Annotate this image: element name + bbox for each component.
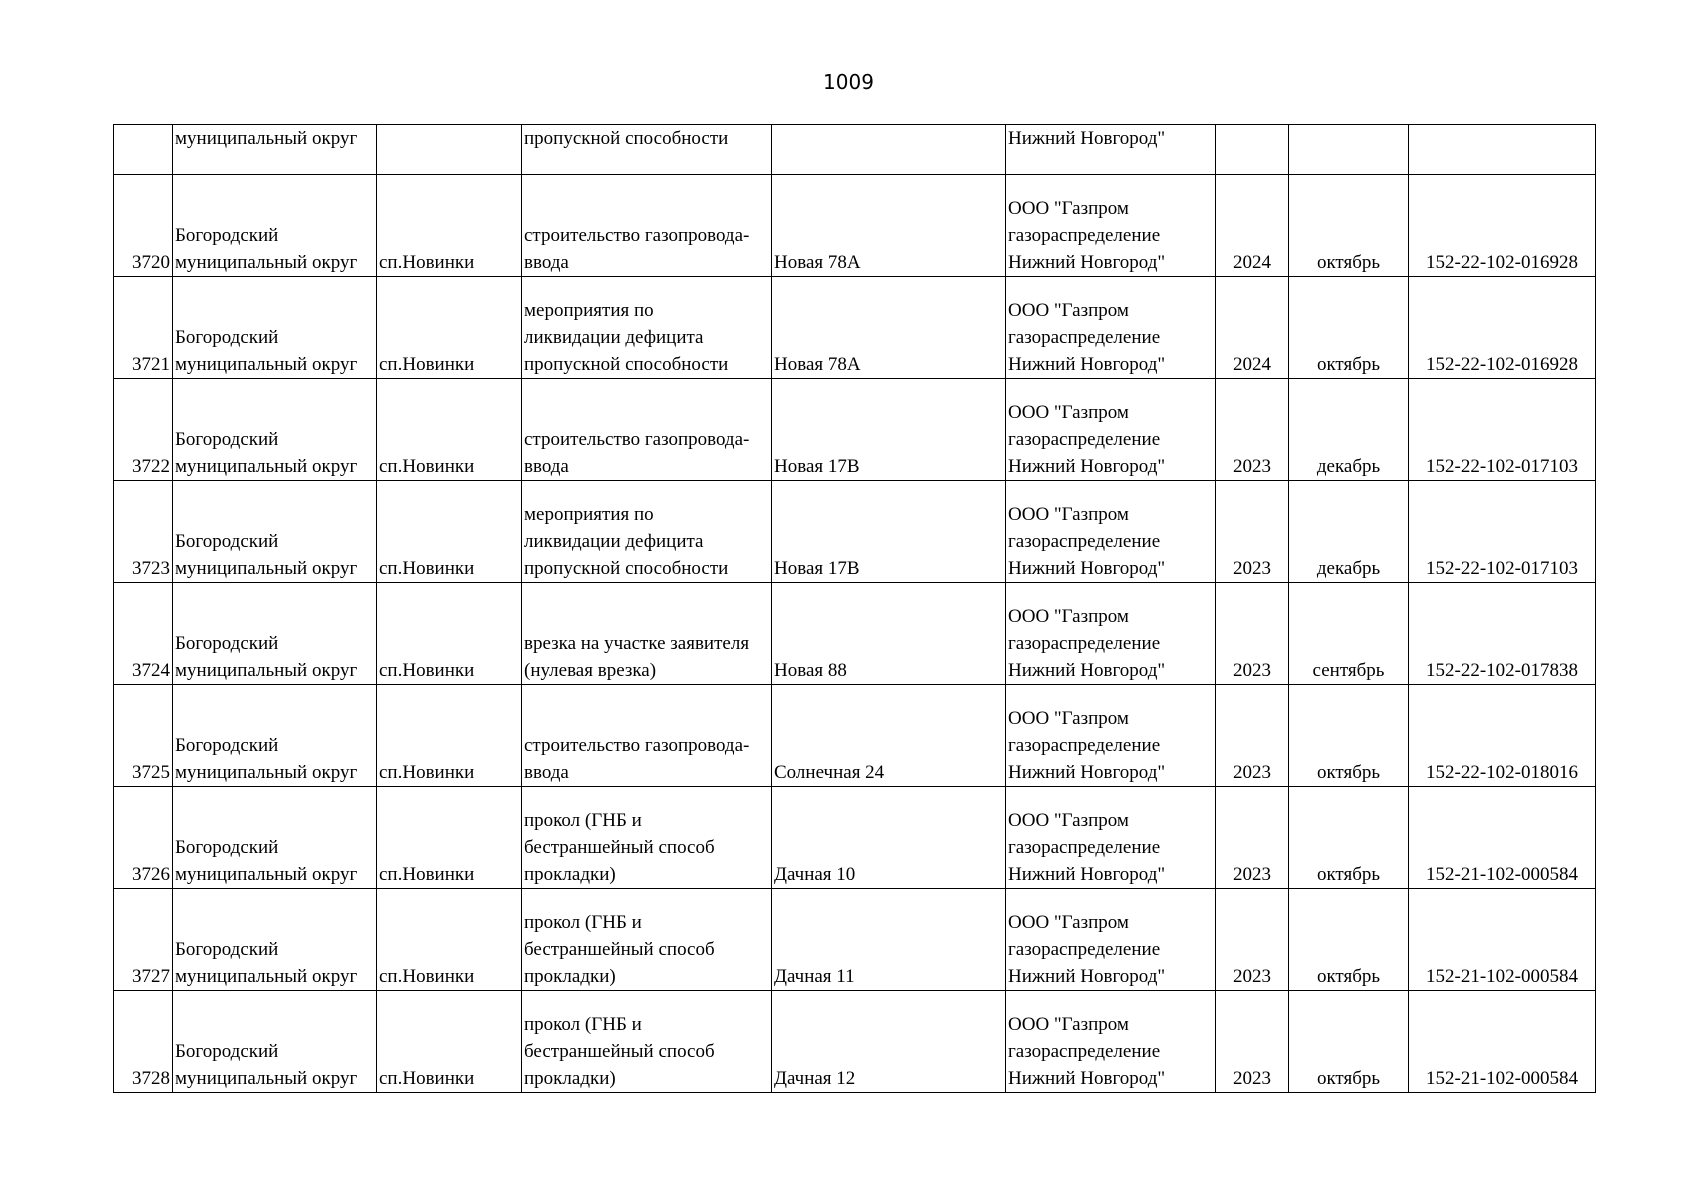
cell-code: 152-22-102-018016 [1409, 685, 1596, 787]
cell-work-line: бестраншейный способ [524, 1041, 715, 1062]
cell-district-line: муниципальный округ [175, 864, 358, 885]
cell-settlement: сп.Новинки [377, 787, 522, 889]
cell-work-line: бестраншейный способ [524, 939, 715, 960]
cell-code: 152-22-102-016928 [1409, 277, 1596, 379]
cell-settlement: сп.Новинки [377, 277, 522, 379]
cell-organization-line: газораспределение [1008, 837, 1161, 858]
cell-district [173, 889, 377, 991]
cell-organization [1006, 277, 1216, 379]
cell-work-line: пропускной способности [524, 558, 729, 579]
cell-organization-line: ООО "Газпром [1008, 198, 1129, 219]
cell-district-line: муниципальный округ [175, 354, 358, 375]
cell-organization-line: Нижний Новгород" [1008, 252, 1166, 273]
cell-district [173, 481, 377, 583]
cell-code: 152-22-102-016928 [1409, 175, 1596, 277]
cell-organization-line: ООО "Газпром [1008, 504, 1129, 525]
cell-num: 3724 [114, 583, 173, 685]
cell-year: 2023 [1216, 889, 1289, 991]
cell-organization-line: газораспределение [1008, 225, 1161, 246]
cell-month: декабрь [1289, 379, 1409, 481]
cell-work [522, 685, 772, 787]
cell-work-line: ввода [524, 762, 569, 783]
cell-work [522, 889, 772, 991]
cell-month: октябрь [1289, 991, 1409, 1093]
cell-address: Новая 17В [772, 481, 1006, 583]
cell-address: Новая 78А [772, 175, 1006, 277]
cell-district-line: муниципальный округ [175, 252, 358, 273]
table-row [114, 481, 1596, 583]
cell-organization-line: газораспределение [1008, 633, 1161, 654]
cell-work-line: прокладки) [524, 966, 616, 987]
gas-works-table [113, 124, 1596, 1093]
cell-work: пропускной способности [522, 125, 772, 175]
cell-month: декабрь [1289, 481, 1409, 583]
table-row [114, 379, 1596, 481]
cell-settlement: сп.Новинки [377, 685, 522, 787]
cell-work-line: врезка на участке заявителя [524, 633, 750, 654]
cell-organization-line: Нижний Новгород" [1008, 354, 1166, 375]
cell-district [173, 277, 377, 379]
cell-month: октябрь [1289, 787, 1409, 889]
cell-work-line: ликвидации дефицита [524, 531, 704, 552]
cell-work-line: строительство газопровода- [524, 225, 750, 246]
cell-num: 3728 [114, 991, 173, 1093]
cell-district: муниципальный округ [173, 125, 377, 175]
cell-work [522, 379, 772, 481]
cell-district-line: Богородский [175, 633, 279, 654]
cell-work-line: ввода [524, 456, 569, 477]
cell-work-line: мероприятия по [524, 504, 654, 525]
cell-month: октябрь [1289, 685, 1409, 787]
table-row [114, 685, 1596, 787]
cell-code: 152-21-102-000584 [1409, 889, 1596, 991]
cell-work-line: пропускной способности [524, 354, 729, 375]
table-row [114, 889, 1596, 991]
cell-organization [1006, 583, 1216, 685]
cell-district [173, 175, 377, 277]
cell-work [522, 583, 772, 685]
cell-district [173, 991, 377, 1093]
cell-district-line: муниципальный округ [175, 1068, 358, 1089]
cell-organization [1006, 685, 1216, 787]
cell-work [522, 787, 772, 889]
cell-organization-line: газораспределение [1008, 531, 1161, 552]
cell-organization [1006, 175, 1216, 277]
continuation-row [114, 125, 1596, 175]
cell-organization-line: Нижний Новгород" [1008, 864, 1166, 885]
cell-month: сентябрь [1289, 583, 1409, 685]
cell-organization-line: ООО "Газпром [1008, 402, 1129, 423]
cell-address: Дачная 12 [772, 991, 1006, 1093]
cell-code: 152-21-102-000584 [1409, 787, 1596, 889]
cell-organization [1006, 787, 1216, 889]
cell-work-line: ликвидации дефицита [524, 327, 704, 348]
cell-organization-line: ООО "Газпром [1008, 1014, 1129, 1035]
cell-organization-line: Нижний Новгород" [1008, 1068, 1166, 1089]
table-row [114, 583, 1596, 685]
cell-work-line: прокол (ГНБ и [524, 1014, 642, 1035]
cell-year: 2024 [1216, 175, 1289, 277]
cell-year: 2023 [1216, 685, 1289, 787]
cell-settlement: сп.Новинки [377, 991, 522, 1093]
cell-district-line: Богородский [175, 429, 279, 450]
cell-work-line: прокол (ГНБ и [524, 912, 642, 933]
cell-organization-line: газораспределение [1008, 327, 1161, 348]
cell-district [173, 685, 377, 787]
cell-organization [1006, 379, 1216, 481]
cell-district-line: Богородский [175, 1041, 279, 1062]
table-row [114, 787, 1596, 889]
cell-settlement: сп.Новинки [377, 583, 522, 685]
cell-address [772, 125, 1006, 175]
cell-organization-line: газораспределение [1008, 939, 1161, 960]
cell-year: 2023 [1216, 991, 1289, 1093]
cell-address: Дачная 10 [772, 787, 1006, 889]
cell-work [522, 277, 772, 379]
cell-work-line: мероприятия по [524, 300, 654, 321]
cell-num: 3727 [114, 889, 173, 991]
cell-settlement: сп.Новинки [377, 481, 522, 583]
cell-district-line: Богородский [175, 735, 279, 756]
cell-work-line: (нулевая врезка) [524, 660, 657, 681]
cell-num: 3723 [114, 481, 173, 583]
cell-district-line: муниципальный округ [175, 660, 358, 681]
cell-organization-line: газораспределение [1008, 1041, 1161, 1062]
cell-organization-line: ООО "Газпром [1008, 810, 1129, 831]
table-row [114, 991, 1596, 1093]
cell-district-line: Богородский [175, 939, 279, 960]
cell-organization [1006, 991, 1216, 1093]
cell-organization-line: ООО "Газпром [1008, 912, 1129, 933]
cell-district-line: муниципальный округ [175, 456, 358, 477]
cell-month [1289, 125, 1409, 175]
cell-work [522, 481, 772, 583]
cell-year [1216, 125, 1289, 175]
cell-organization-line: газораспределение [1008, 429, 1161, 450]
cell-code: 152-22-102-017103 [1409, 481, 1596, 583]
cell-district [173, 379, 377, 481]
cell-organization [1006, 889, 1216, 991]
cell-work-line: бестраншейный способ [524, 837, 715, 858]
cell-work-line: ввода [524, 252, 569, 273]
cell-work [522, 991, 772, 1093]
cell-year: 2023 [1216, 787, 1289, 889]
cell-address: Новая 88 [772, 583, 1006, 685]
table-row [114, 175, 1596, 277]
cell-work-line: строительство газопровода- [524, 735, 750, 756]
cell-organization-line: Нижний Новгород" [1008, 762, 1166, 783]
cell-district-line: муниципальный округ [175, 558, 358, 579]
cell-code [1409, 125, 1596, 175]
cell-year: 2024 [1216, 277, 1289, 379]
cell-settlement: сп.Новинки [377, 379, 522, 481]
cell-work [522, 175, 772, 277]
cell-year: 2023 [1216, 379, 1289, 481]
cell-district-line: муниципальный округ [175, 966, 358, 987]
cell-district-line: Богородский [175, 837, 279, 858]
cell-settlement [377, 125, 522, 175]
cell-num: 3721 [114, 277, 173, 379]
cell-address: Солнечная 24 [772, 685, 1006, 787]
cell-year: 2023 [1216, 583, 1289, 685]
cell-settlement: сп.Новинки [377, 175, 522, 277]
table-row [114, 277, 1596, 379]
cell-organization-line: ООО "Газпром [1008, 300, 1129, 321]
cell-month: октябрь [1289, 277, 1409, 379]
cell-month: октябрь [1289, 175, 1409, 277]
cell-organization-line: Нижний Новгород" [1008, 456, 1166, 477]
cell-district [173, 583, 377, 685]
cell-num: 3722 [114, 379, 173, 481]
cell-year: 2023 [1216, 481, 1289, 583]
cell-organization [1006, 481, 1216, 583]
cell-num: 3726 [114, 787, 173, 889]
cell-district-line: Богородский [175, 327, 279, 348]
cell-num [114, 125, 173, 175]
cell-district [173, 787, 377, 889]
page-number: 1009 [823, 70, 874, 94]
cell-work-line: строительство газопровода- [524, 429, 750, 450]
cell-organization-line: Нижний Новгород" [1008, 966, 1166, 987]
cell-code: 152-22-102-017838 [1409, 583, 1596, 685]
cell-work-line: прокол (ГНБ и [524, 810, 642, 831]
cell-district-line: муниципальный округ [175, 762, 358, 783]
cell-code: 152-22-102-017103 [1409, 379, 1596, 481]
cell-organization-line: газораспределение [1008, 735, 1161, 756]
cell-organization-line: ООО "Газпром [1008, 606, 1129, 627]
cell-district-line: Богородский [175, 225, 279, 246]
cell-organization: Нижний Новгород" [1006, 125, 1216, 175]
cell-num: 3725 [114, 685, 173, 787]
cell-address: Новая 17В [772, 379, 1006, 481]
cell-organization-line: Нижний Новгород" [1008, 660, 1166, 681]
cell-district-line: Богородский [175, 531, 279, 552]
cell-month: октябрь [1289, 889, 1409, 991]
cell-settlement: сп.Новинки [377, 889, 522, 991]
cell-work-line: прокладки) [524, 1068, 616, 1089]
cell-address: Новая 78А [772, 277, 1006, 379]
cell-num: 3720 [114, 175, 173, 277]
cell-organization-line: ООО "Газпром [1008, 708, 1129, 729]
cell-address: Дачная 11 [772, 889, 1006, 991]
cell-work-line: прокладки) [524, 864, 616, 885]
cell-code: 152-21-102-000584 [1409, 991, 1596, 1093]
cell-organization-line: Нижний Новгород" [1008, 558, 1166, 579]
